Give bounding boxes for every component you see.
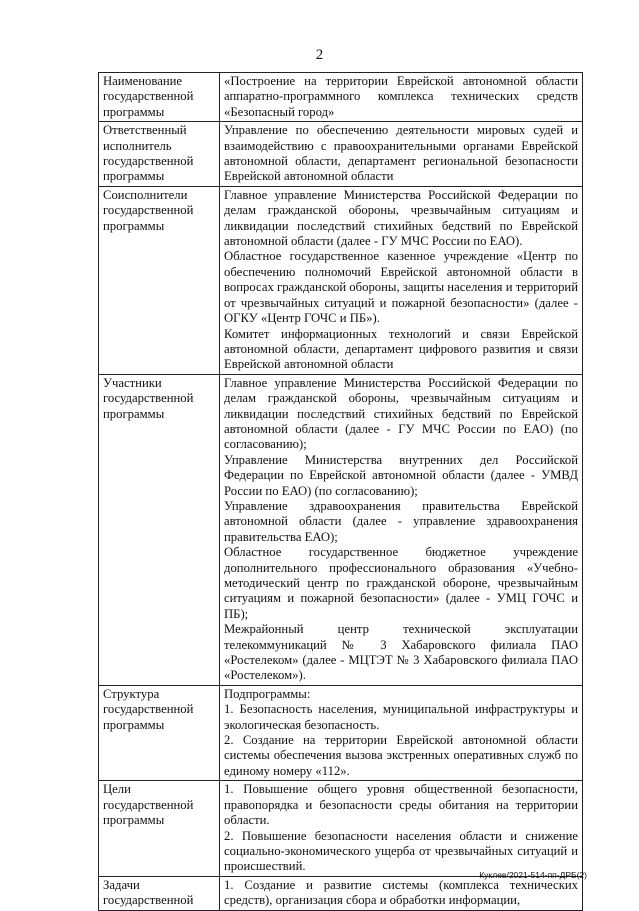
row-paragraph: 1. Создание и развитие системы (комплекса технических средств), организация сбора и обработки информации, bbox=[224, 877, 578, 908]
row-label: Соисполнители государственной программы bbox=[99, 186, 220, 374]
row-paragraph: «Построение на территории Еврейской автономной области аппаратно-программного комплекса технических средств «Безопасный город» bbox=[224, 74, 578, 119]
row-content bbox=[220, 186, 583, 374]
table-row bbox=[99, 374, 583, 685]
row-label: Наименование государственной программы bbox=[99, 73, 220, 122]
row-paragraph: 1. Повышение общего уровня общественной безопасности, правопорядка и безопасности среды обитания на территории области. bbox=[224, 782, 578, 828]
row-paragraph: Комитет информационных технологий и связи Еврейской автономной области, департамент цифрового развития и связи Еврейской автономной области bbox=[224, 326, 578, 372]
row-content bbox=[220, 73, 583, 122]
table-row bbox=[99, 122, 583, 187]
row-paragraph: 2. Создание на территории Еврейской автономной области системы обеспечения вызова экстренных оперативных служб по единому номеру «112». bbox=[224, 733, 578, 778]
row-label: Участники государственной программы bbox=[99, 374, 220, 685]
page-number: 2 bbox=[315, 47, 324, 63]
row-label: Структура государственной программы bbox=[99, 685, 220, 780]
row-paragraph: Подпрограммы: bbox=[224, 686, 311, 701]
row-paragraph: Главное управление Министерства Российской Федерации по делам гражданской обороны, чрезвычайным ситуациям и ликвидации последствий стихийных бедствий по Еврейской автономной области (далее - ГУ МЧС России по ЕАО). bbox=[224, 187, 578, 249]
row-paragraph: Главное управление Министерства Российской Федерации по делам гражданской обороны, чрезвычайным ситуациям и ликвидации последствий стихийных бедствий по Еврейской автономной области (далее - ГУ МЧС России по ЕАО) (по согласованию); bbox=[224, 375, 578, 452]
row-content bbox=[220, 781, 583, 876]
row-paragraph: 1. Безопасность населения, муниципальной инфраструктуры и экологическая безопасность. bbox=[224, 702, 578, 732]
row-content bbox=[220, 374, 583, 685]
row-content bbox=[220, 122, 583, 187]
table-row bbox=[99, 685, 583, 780]
document-footer-code: Куклев/2021-514-пп-ДРБ(2) bbox=[479, 870, 587, 880]
row-paragraph: Межрайонный центр технической эксплуатации телекоммуникаций № 3 Хабаровского филиала ПАО «Ростелеком» (далее - МЦТЭТ № 3 Хабаровского филиала ПАО «Ростелеком»). bbox=[224, 622, 578, 683]
table-row bbox=[99, 781, 583, 876]
row-label: Ответственный исполнитель государственной программы bbox=[99, 122, 220, 187]
program-passport-table bbox=[98, 72, 583, 911]
row-paragraph: Управление по обеспечению деятельности мировых судей и взаимодействию с правоохранительными органами Еврейской автономной области, департамент региональной безопасности Еврейской автономной области bbox=[224, 123, 578, 184]
row-paragraph: Управление Министерства внутренних дел Российской Федерации по Еврейской автономной области (далее - УМВД России по ЕАО) (по согласованию); bbox=[224, 452, 578, 498]
row-content bbox=[220, 685, 583, 780]
table-row bbox=[99, 186, 583, 374]
row-label: Задачи государственной bbox=[99, 876, 220, 910]
row-label: Цели государственной программы bbox=[99, 781, 220, 876]
table-row bbox=[99, 73, 583, 122]
row-paragraph: Областное государственное казенное учреждение «Центр по обеспечению полномочий Еврейской автономной области в вопросах гражданской обороны, защиты населения и территорий от чрезвычайных ситуаций и пожарной безопасности» (далее - ОГКУ «Центр ГОЧС и ПБ»). bbox=[224, 249, 578, 326]
row-paragraph: Управление здравоохранения правительства Еврейской автономной области (далее - управление здравоохранения правительства ЕАО); bbox=[224, 498, 578, 544]
row-paragraph: Областное государственное бюджетное учреждение дополнительного профессионального образования «Учебно-методический центр по гражданской обороне, чрезвычайным ситуациям и пожарной безопасности» (далее - УМЦ ГОЧС и ПБ); bbox=[224, 545, 578, 621]
passport-table-body bbox=[99, 73, 583, 911]
row-paragraph: 2. Повышение безопасности населения области и снижение социально-экономического ущерба от чрезвычайных ситуаций и происшествий. bbox=[224, 828, 578, 874]
